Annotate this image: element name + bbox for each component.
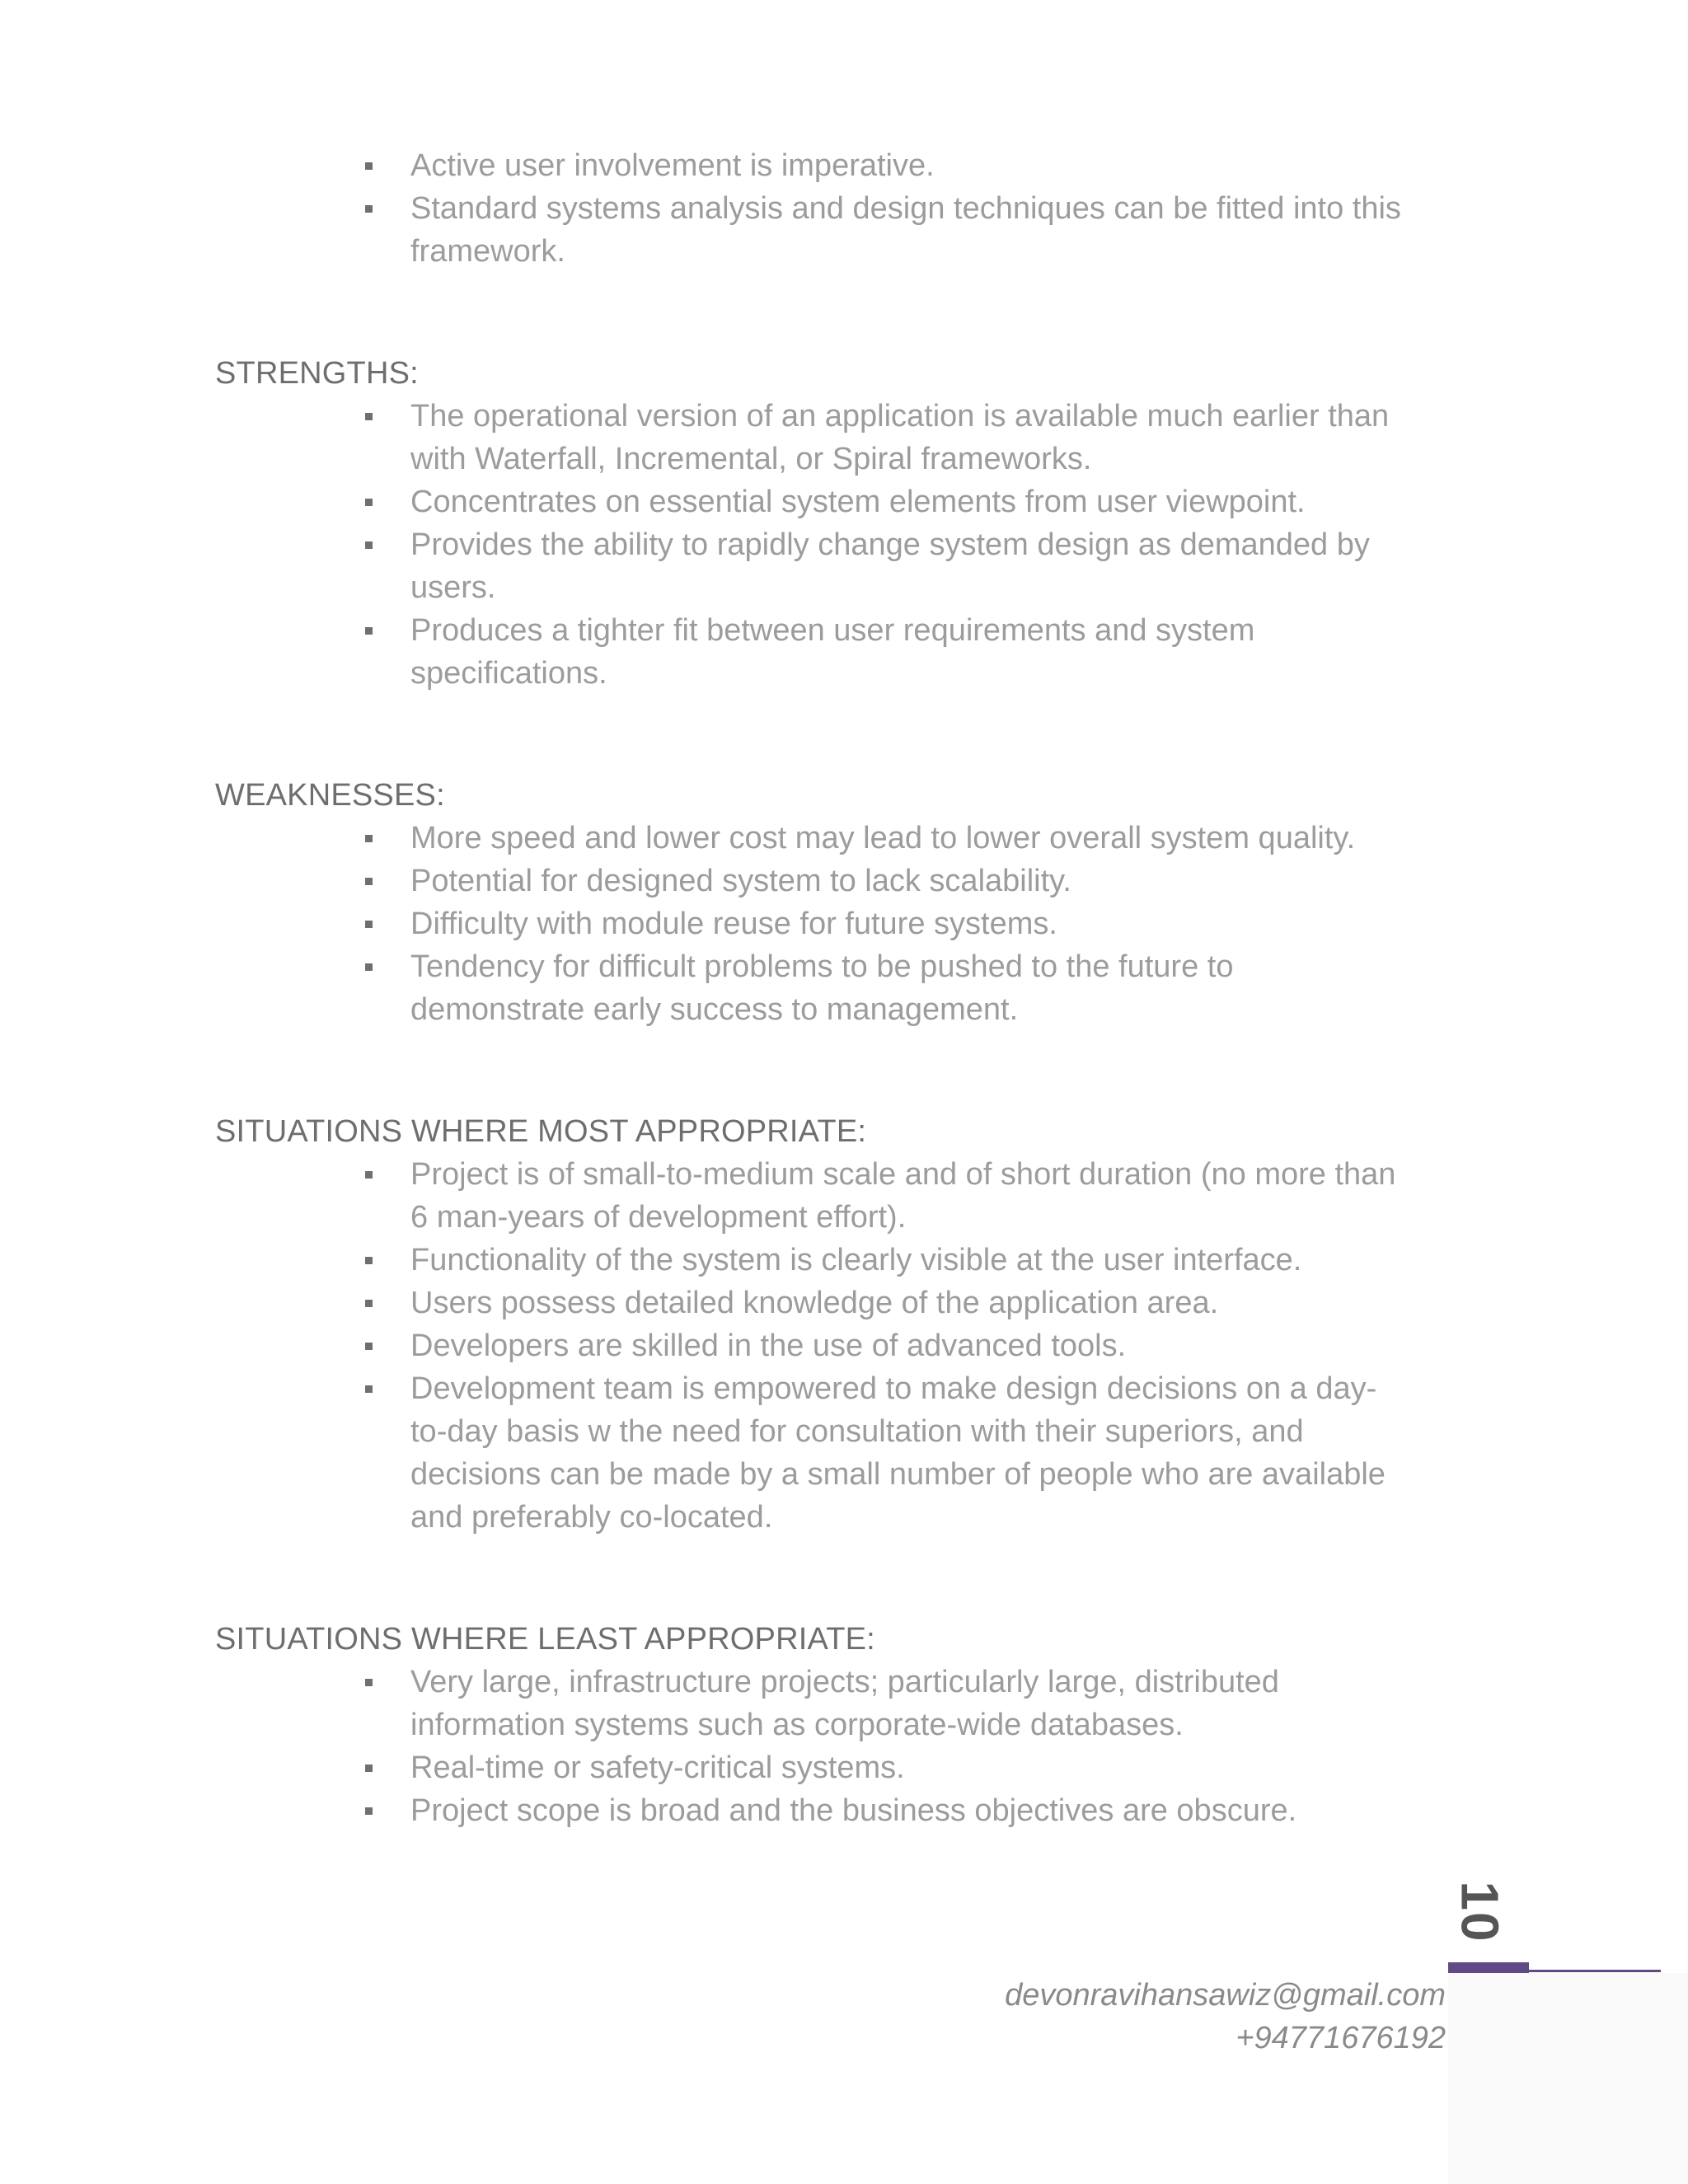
list-item	[410, 187, 1418, 273]
bullet-marker	[365, 499, 373, 506]
bullet-marker	[365, 627, 373, 635]
bullet-marker	[365, 541, 373, 549]
weaknesses-section	[215, 774, 1418, 1031]
bullet-marker	[365, 878, 373, 885]
list-item-text: Developers are skilled in the use of advanced tools.	[410, 1329, 1127, 1363]
page-number-text: 10	[1451, 1881, 1510, 1943]
list-item-text: Difficulty with module reuse for future systems.	[410, 907, 1057, 941]
list-item	[410, 1661, 1418, 1746]
bullet-marker	[365, 1171, 373, 1179]
list-item-text: Users possess detailed knowledge of the application area.	[410, 1286, 1219, 1320]
list-item-text: Real-time or safety-critical systems.	[410, 1750, 905, 1785]
bullet-marker	[365, 1679, 373, 1686]
list-item-text: Produces a tighter fit between user requirements and system specifications.	[410, 613, 1255, 691]
list-item	[410, 945, 1418, 1031]
list-item-text: The operational version of an application is available much earlier than with Waterfall, Incremental, or Spiral frameworks.	[410, 399, 1390, 476]
list-item-text: Active user involvement is imperative.	[410, 148, 935, 183]
bullet-marker	[365, 1765, 373, 1772]
list-item	[410, 817, 1418, 860]
section-heading: SITUATIONS WHERE LEAST APPROPRIATE:	[215, 1622, 875, 1657]
page-content	[215, 144, 1418, 1832]
list-item	[410, 523, 1418, 609]
bullet-marker	[365, 1257, 373, 1264]
list-item	[410, 1153, 1418, 1239]
intro-section	[215, 144, 1418, 273]
list-item-text: More speed and lower cost may lead to lower overall system quality.	[410, 821, 1356, 855]
bullet-marker	[365, 205, 373, 213]
list-item	[410, 1367, 1418, 1539]
least-appropriate-section	[215, 1618, 1418, 1832]
list-item-text: Tendency for difficult problems to be pushed to the future to demonstrate early success to management.	[410, 949, 1234, 1027]
page-number	[1452, 1867, 1508, 1957]
bullet-marker	[365, 1807, 373, 1815]
list-item	[410, 609, 1418, 695]
bullet-marker	[365, 835, 373, 842]
bullet-marker	[365, 921, 373, 928]
list-item-text: Concentrates on essential system elements from user viewpoint.	[410, 485, 1306, 519]
list-item-text: Provides the ability to rapidly change system design as demanded by users.	[410, 527, 1370, 605]
weaknesses-list	[215, 817, 1418, 1031]
contact-phone: +94771676192	[1236, 2021, 1446, 2055]
list-item	[410, 1746, 1418, 1789]
list-item	[410, 480, 1418, 523]
list-item	[410, 1282, 1418, 1324]
list-item-text: Potential for designed system to lack scalability.	[410, 864, 1071, 898]
list-item	[410, 144, 1418, 187]
contact-email: devonravihansawiz@gmail.com	[1005, 1978, 1446, 2013]
most-appropriate-section	[215, 1110, 1418, 1539]
strengths-list	[215, 395, 1418, 695]
bullet-marker	[365, 1343, 373, 1350]
list-item	[410, 860, 1418, 902]
list-item	[410, 1239, 1418, 1282]
section-heading: WEAKNESSES:	[215, 778, 445, 813]
list-item	[410, 1324, 1418, 1367]
intro-list	[215, 144, 1418, 273]
list-item-text: Functionality of the system is clearly visible at the user interface.	[410, 1243, 1302, 1277]
list-item-text: Very large, infrastructure projects; particularly large, distributed information systems such as corporate-wide databases.	[410, 1665, 1279, 1742]
section-heading: SITUATIONS WHERE MOST APPROPRIATE:	[215, 1114, 867, 1149]
list-item-text: Standard systems analysis and design techniques can be fitted into this framework.	[410, 191, 1401, 269]
least-appropriate-list	[215, 1661, 1418, 1832]
list-item-text: Project is of small-to-medium scale and of short duration (no more than 6 man-years of development effort).	[410, 1157, 1396, 1235]
footer-accent-bar	[1448, 1962, 1529, 1973]
list-item-text: Project scope is broad and the business objectives are obscure.	[410, 1793, 1297, 1828]
bullet-marker	[365, 162, 373, 170]
footer-shade	[1448, 1973, 1688, 2184]
section-heading: STRENGTHS:	[215, 356, 419, 391]
bullet-marker	[365, 1300, 373, 1307]
bullet-marker	[365, 1385, 373, 1393]
footer-accent-line	[1529, 1970, 1661, 1972]
contact-block	[1005, 1974, 1446, 2060]
bullet-marker	[365, 963, 373, 971]
bullet-marker	[365, 413, 373, 420]
list-item-text: Development team is empowered to make design decisions on a day-to-day basis w the need for consultation with their superiors, and decisions can be made by a small number of people who are available and preferably co-located.	[410, 1371, 1386, 1535]
list-item	[410, 395, 1418, 480]
list-item	[410, 902, 1418, 945]
most-appropriate-list	[215, 1153, 1418, 1539]
list-item	[410, 1789, 1418, 1832]
strengths-section	[215, 352, 1418, 695]
